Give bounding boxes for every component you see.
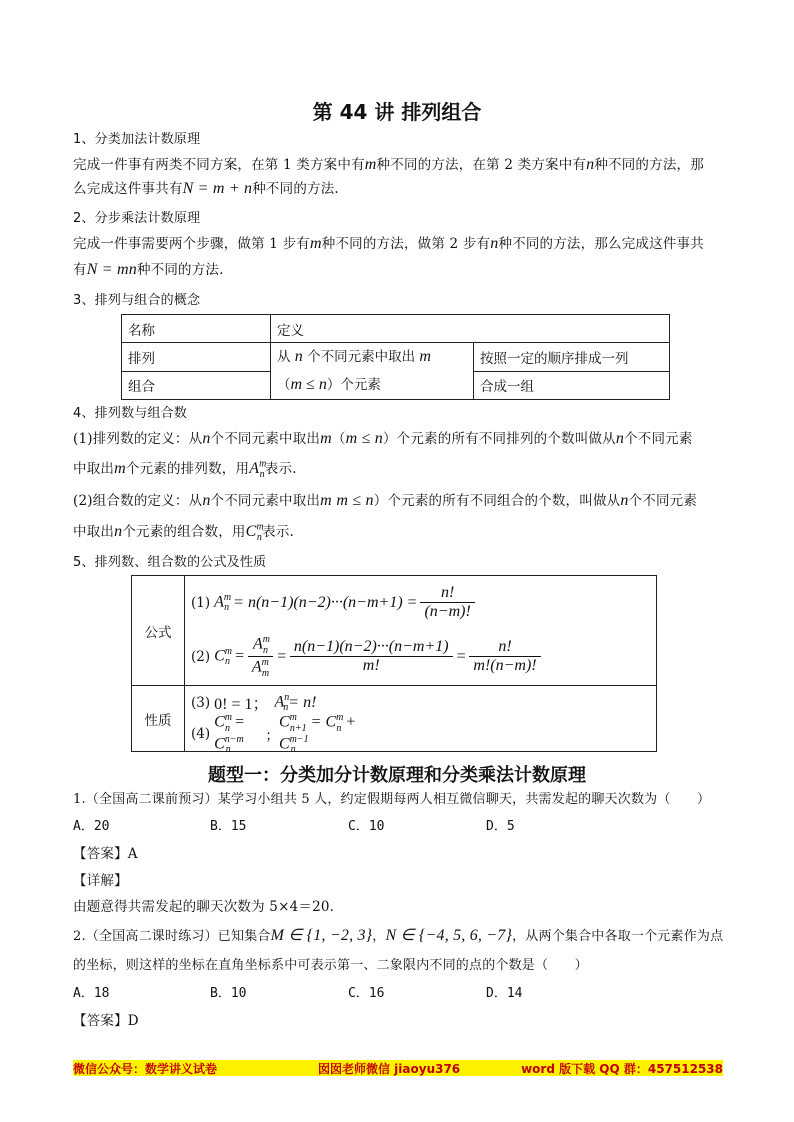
header-name: 名称 [122,315,271,343]
footer-middle: 囡囡老师微信 jiaoyu376 [318,1062,461,1076]
denominator: m! [362,657,380,674]
text: 从 [277,349,291,365]
var-n: n [202,492,211,509]
concept-table [121,314,670,400]
var-n: n [490,235,499,252]
formula-cell [185,576,657,686]
prefix: (4) [191,725,211,742]
symbol-c: $C^m_n$ [245,521,264,544]
expr: 0! = 1； [214,696,269,713]
row-combination-tail: 合成一组 [474,371,670,400]
text: 个元素的排列数，用 [125,461,250,477]
text: 表示. [262,524,295,540]
text: 表示. [264,461,297,477]
text: 个不同元素中取出 [307,349,416,365]
sep: ， [372,929,386,944]
text: 么完成这件事共有 [73,181,183,197]
text: 完成一件事需要两个步骤，做第 1 步有 [73,236,310,252]
text: 中取出 [73,461,115,477]
q1-option-c: C．10 [348,819,385,834]
var-m: m [309,235,322,252]
var-n: n [294,348,303,365]
set-m: M ∈ {1, −2, 3} [270,927,373,944]
text: ，从两个集合中各取一个元素作为点 [512,929,724,944]
section-1-line-2 [73,177,339,198]
footer-left: 微信公众号：数学讲义试卷 [73,1062,218,1076]
condition: m ≤ n [290,376,327,393]
q2-option-d: D．14 [486,986,523,1001]
section-4-p2-line-2 [73,520,294,543]
text: 种不同的方法，做第 2 步有 [321,236,491,252]
text: 个元素的组合数，用 [122,524,246,540]
question-2-line-2: 的坐标，则这样的坐标在直角坐标系中可表示第一、二象限内不同的点的个数是（ ） [73,958,588,973]
section-4-heading: 4、排列数与组合数 [73,406,188,421]
text: 个不同元素 [624,431,693,447]
formula-2: (2) $C^m_n$ = $\frac{A^m_n}{A^m_m}$ = $\frac{n(n-1)(n-2)\cdot\cdot\cdot(n-m+1)}{m!}$ = $\frac{n!}{m!(n-m)!}$ [191,629,650,685]
text: 中取出 [73,524,115,540]
q1-answer: 【答案】A [73,846,138,862]
text: 完成一件事有两类不同方案，在第 1 类方案中有 [73,157,365,173]
shared-definition: 从 n 个不同元素中取出 m （m ≤ n）个元素 [271,343,474,400]
denominator: m!(n−m)! [473,657,537,674]
section-2-line-1 [73,232,704,253]
text: 种不同的方法，那么完成这件事共 [498,236,704,252]
footer-right: word 版下载 QQ 群：457512538 [521,1062,723,1076]
denominator: (n−m)! [424,603,471,620]
formula-product: N = mn [86,261,137,278]
text: 个不同元素中取出 [210,431,321,447]
page-title: 第 44 讲 排列组合 [312,100,482,124]
expr: = n! [288,693,317,711]
label-formula: 公式 [132,576,185,686]
text: 个元素的所有不同排列的个数叫做从 [396,431,616,447]
row-permutation-tail: 按照一定的顺序排成一列 [474,343,670,372]
section-1-heading: 1、分类加法计数原理 [73,132,201,147]
fraction [469,638,540,675]
text: 个不同元素中取出 [210,493,321,509]
q2-option-b: B．10 [210,986,247,1001]
section-2-line-2 [73,258,224,279]
q1-option-a: A．20 [73,819,110,834]
property-cell [185,686,657,756]
q2-option-c: C．16 [348,986,385,1001]
q1-option-b: B．15 [210,819,247,834]
q1-option-d: D．5 [486,819,515,834]
var-n: n [615,430,625,447]
row-combination-name: 组合 [122,371,271,400]
formula-table [131,575,657,756]
symbol-a: $A^m_n$ [249,458,267,481]
fraction [290,638,453,675]
var-m: m [320,430,332,447]
var-n: n [620,492,629,509]
q2-answer: 【答案】D [73,1013,139,1029]
section-4-p2-line-1: (2)组合数的定义：从n个不同元素中取出m m ≤ n）个元素的所有不同组合的个数，叫做从n个不同元素 [73,492,698,509]
section-2-heading: 2、分步乘法计数原理 [73,211,201,226]
text: 种不同的方法. [252,181,339,197]
row-permutation-name: 排列 [122,343,271,372]
text: 种不同的方法，那 [594,157,704,173]
section-1-line-1 [73,153,704,174]
text: 种不同的方法. [136,262,224,278]
fraction [420,584,474,621]
var-n: n [114,523,123,540]
text: 有 [73,262,87,278]
text: (2)组合数的定义：从 [73,493,203,509]
numerator: n(n−1)(n−2)···(n−m+1) [290,638,453,657]
formula-1-expr: = n(n−1)(n−2)···(n−m+1) = [233,593,418,611]
text: 种不同的方法，在第 2 类方案中有 [376,157,587,173]
q1-detail: 由题意得共需发起的聊天次数为 5×4＝20. [73,899,335,915]
section-5-heading: 5、排列数、组合数的公式及性质 [73,555,267,570]
section-type-1-heading: 题型一：分类加分计数原理和分类乘法计数原理 [208,765,586,786]
numerator: n! [420,584,474,603]
var-m: m [320,492,332,509]
section-4-p1-line-1: (1)排列数的定义：从n个不同元素中取出m（m ≤ n）个元素的所有不同排列的个数叫做从n个不同元素 [73,430,693,447]
text: 个不同元素 [628,493,698,509]
var-m: m [114,460,126,477]
var-n: n [586,156,595,173]
property-4: (4) $C^m_n = C^{n-m}_n$ ； $C^m_{n+1} = C^m_n + C^{m-1}_n$ [191,711,357,756]
question-2-line-1 [73,925,723,945]
header-definition: 定义 [271,315,670,343]
formula-sum: N = m + n [182,180,253,197]
q2-option-a: A．18 [73,986,110,1001]
section-4-p1-line-2 [73,457,297,480]
text: (1)排列数的定义：从 [73,431,203,447]
prefix: (2) [191,648,211,665]
set-n: N ∈ {−4, 5, 6, −7} [385,927,513,944]
var-m: m [364,156,377,173]
var-m: m [419,348,431,365]
property-3: (3) 0! = 1； $A^n_n$ = n! [191,691,317,714]
text: 2.（全国高二课时练习）已知集合 [73,929,271,944]
formula-1: (1) $A^m_n$ = n(n−1)(n−2)···(n−m+1) = $\frac{n!}{(n-m)!}$ [191,577,650,629]
section-3-heading: 3、排列与组合的概念 [73,293,201,308]
prefix: (1) [191,594,211,611]
footer-banner [73,1060,723,1076]
var-n: n [202,430,211,447]
numerator: n! [469,638,540,657]
prefix: (3) [191,694,211,711]
text: 个元素的所有不同组合的个数，叫做从 [387,493,621,509]
text: 个元素 [340,377,381,393]
question-1: 1.（全国高二课前预习）某学习小组共 5 人，约定假期每两人相互微信聊天，共需发起的聊天次数为（ ） [73,792,711,807]
label-property: 性质 [132,686,185,752]
q1-detail-label: 【详解】 [73,873,128,889]
sep: ； [265,727,279,744]
